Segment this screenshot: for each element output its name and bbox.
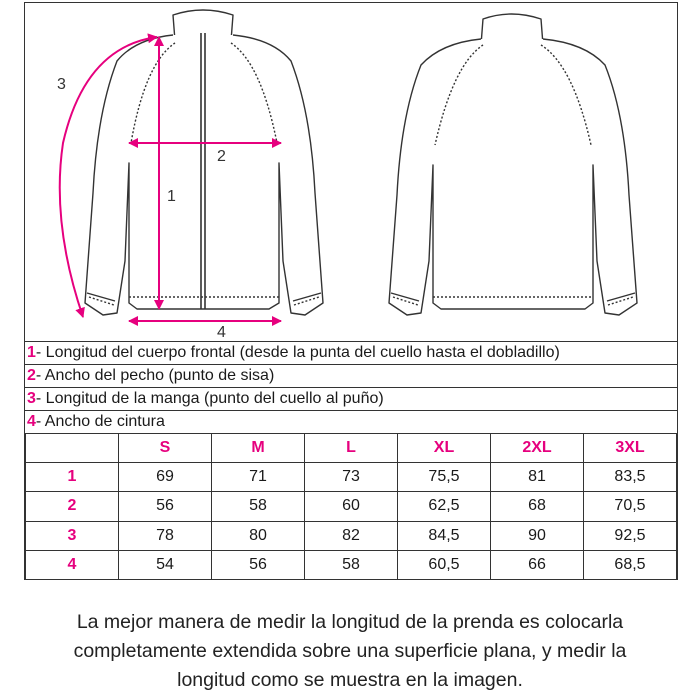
table-header-cell: [26, 434, 119, 463]
measure-label-4: 4: [217, 324, 226, 341]
legend-item: [25, 341, 677, 364]
instruction-line: completamente extendida sobre una superficie plana, y medir la: [73, 640, 627, 662]
table-cell: 54: [119, 550, 212, 579]
table-cell: 68,5: [584, 550, 677, 579]
legend-number: 1: [27, 344, 36, 361]
table-cell: 58: [305, 550, 398, 579]
legend-item: [25, 364, 677, 387]
legend-number: 2: [27, 367, 36, 384]
table-cell: 69: [119, 463, 212, 492]
table-cell: 83,5: [584, 463, 677, 492]
table-cell: 70,5: [584, 492, 677, 521]
table-cell: 92,5: [584, 521, 677, 550]
legend-number: 4: [27, 413, 36, 430]
measure-label-3: 3: [57, 76, 66, 93]
size-guide-frame: [24, 2, 678, 580]
table-cell: 66: [491, 550, 584, 579]
measure-label-1: 1: [167, 188, 176, 205]
table-cell: 56: [119, 492, 212, 521]
instruction-line: La mejor manera de medir la longitud de la prenda es colocarla: [76, 611, 624, 633]
measurement-instructions: [10, 608, 690, 695]
legend-text: - Longitud del cuerpo frontal (desde la punta del cuello hasta el dobladillo): [35, 344, 560, 361]
table-row: [26, 492, 677, 521]
row-label: 4: [26, 550, 119, 579]
table-cell: 71: [212, 463, 305, 492]
legend-text: - Ancho del pecho (punto de sisa): [35, 367, 275, 384]
legend-number: 3: [27, 390, 36, 407]
table-cell: 75,5: [398, 463, 491, 492]
jacket-back-drawing: [389, 14, 637, 315]
table-cell: 81: [491, 463, 584, 492]
table-cell: 60: [305, 492, 398, 521]
legend-text: - Ancho de cintura: [35, 413, 165, 430]
measure-label-2: 2: [217, 148, 226, 165]
row-label: 1: [26, 463, 119, 492]
size-table: [25, 433, 677, 580]
table-cell: 56: [212, 550, 305, 579]
instruction-line: longitud como se muestra en la imagen.: [177, 669, 523, 691]
table-header-cell: S: [119, 434, 212, 463]
row-label: 2: [26, 492, 119, 521]
table-cell: 68: [491, 492, 584, 521]
jacket-front-drawing: [85, 10, 323, 315]
table-header-cell: 3XL: [584, 434, 677, 463]
table-cell: 84,5: [398, 521, 491, 550]
jacket-illustration: [25, 3, 677, 341]
legend-text: - Longitud de la manga (punto del cuello al puño): [35, 390, 384, 407]
table-row: [26, 521, 677, 550]
legend-item: [25, 410, 677, 433]
table-cell: 73: [305, 463, 398, 492]
table-cell: 82: [305, 521, 398, 550]
table-header-cell: L: [305, 434, 398, 463]
measurement-legend: [25, 341, 677, 433]
table-cell: 90: [491, 521, 584, 550]
legend-item: [25, 387, 677, 410]
table-header-cell: M: [212, 434, 305, 463]
table-cell: 58: [212, 492, 305, 521]
table-cell: 60,5: [398, 550, 491, 579]
table-row: [26, 463, 677, 492]
table-header-cell: XL: [398, 434, 491, 463]
table-cell: 62,5: [398, 492, 491, 521]
table-cell: 80: [212, 521, 305, 550]
row-label: 3: [26, 521, 119, 550]
table-cell: 78: [119, 521, 212, 550]
table-header-row: [26, 434, 677, 463]
table-row: [26, 550, 677, 579]
table-header-cell: 2XL: [491, 434, 584, 463]
